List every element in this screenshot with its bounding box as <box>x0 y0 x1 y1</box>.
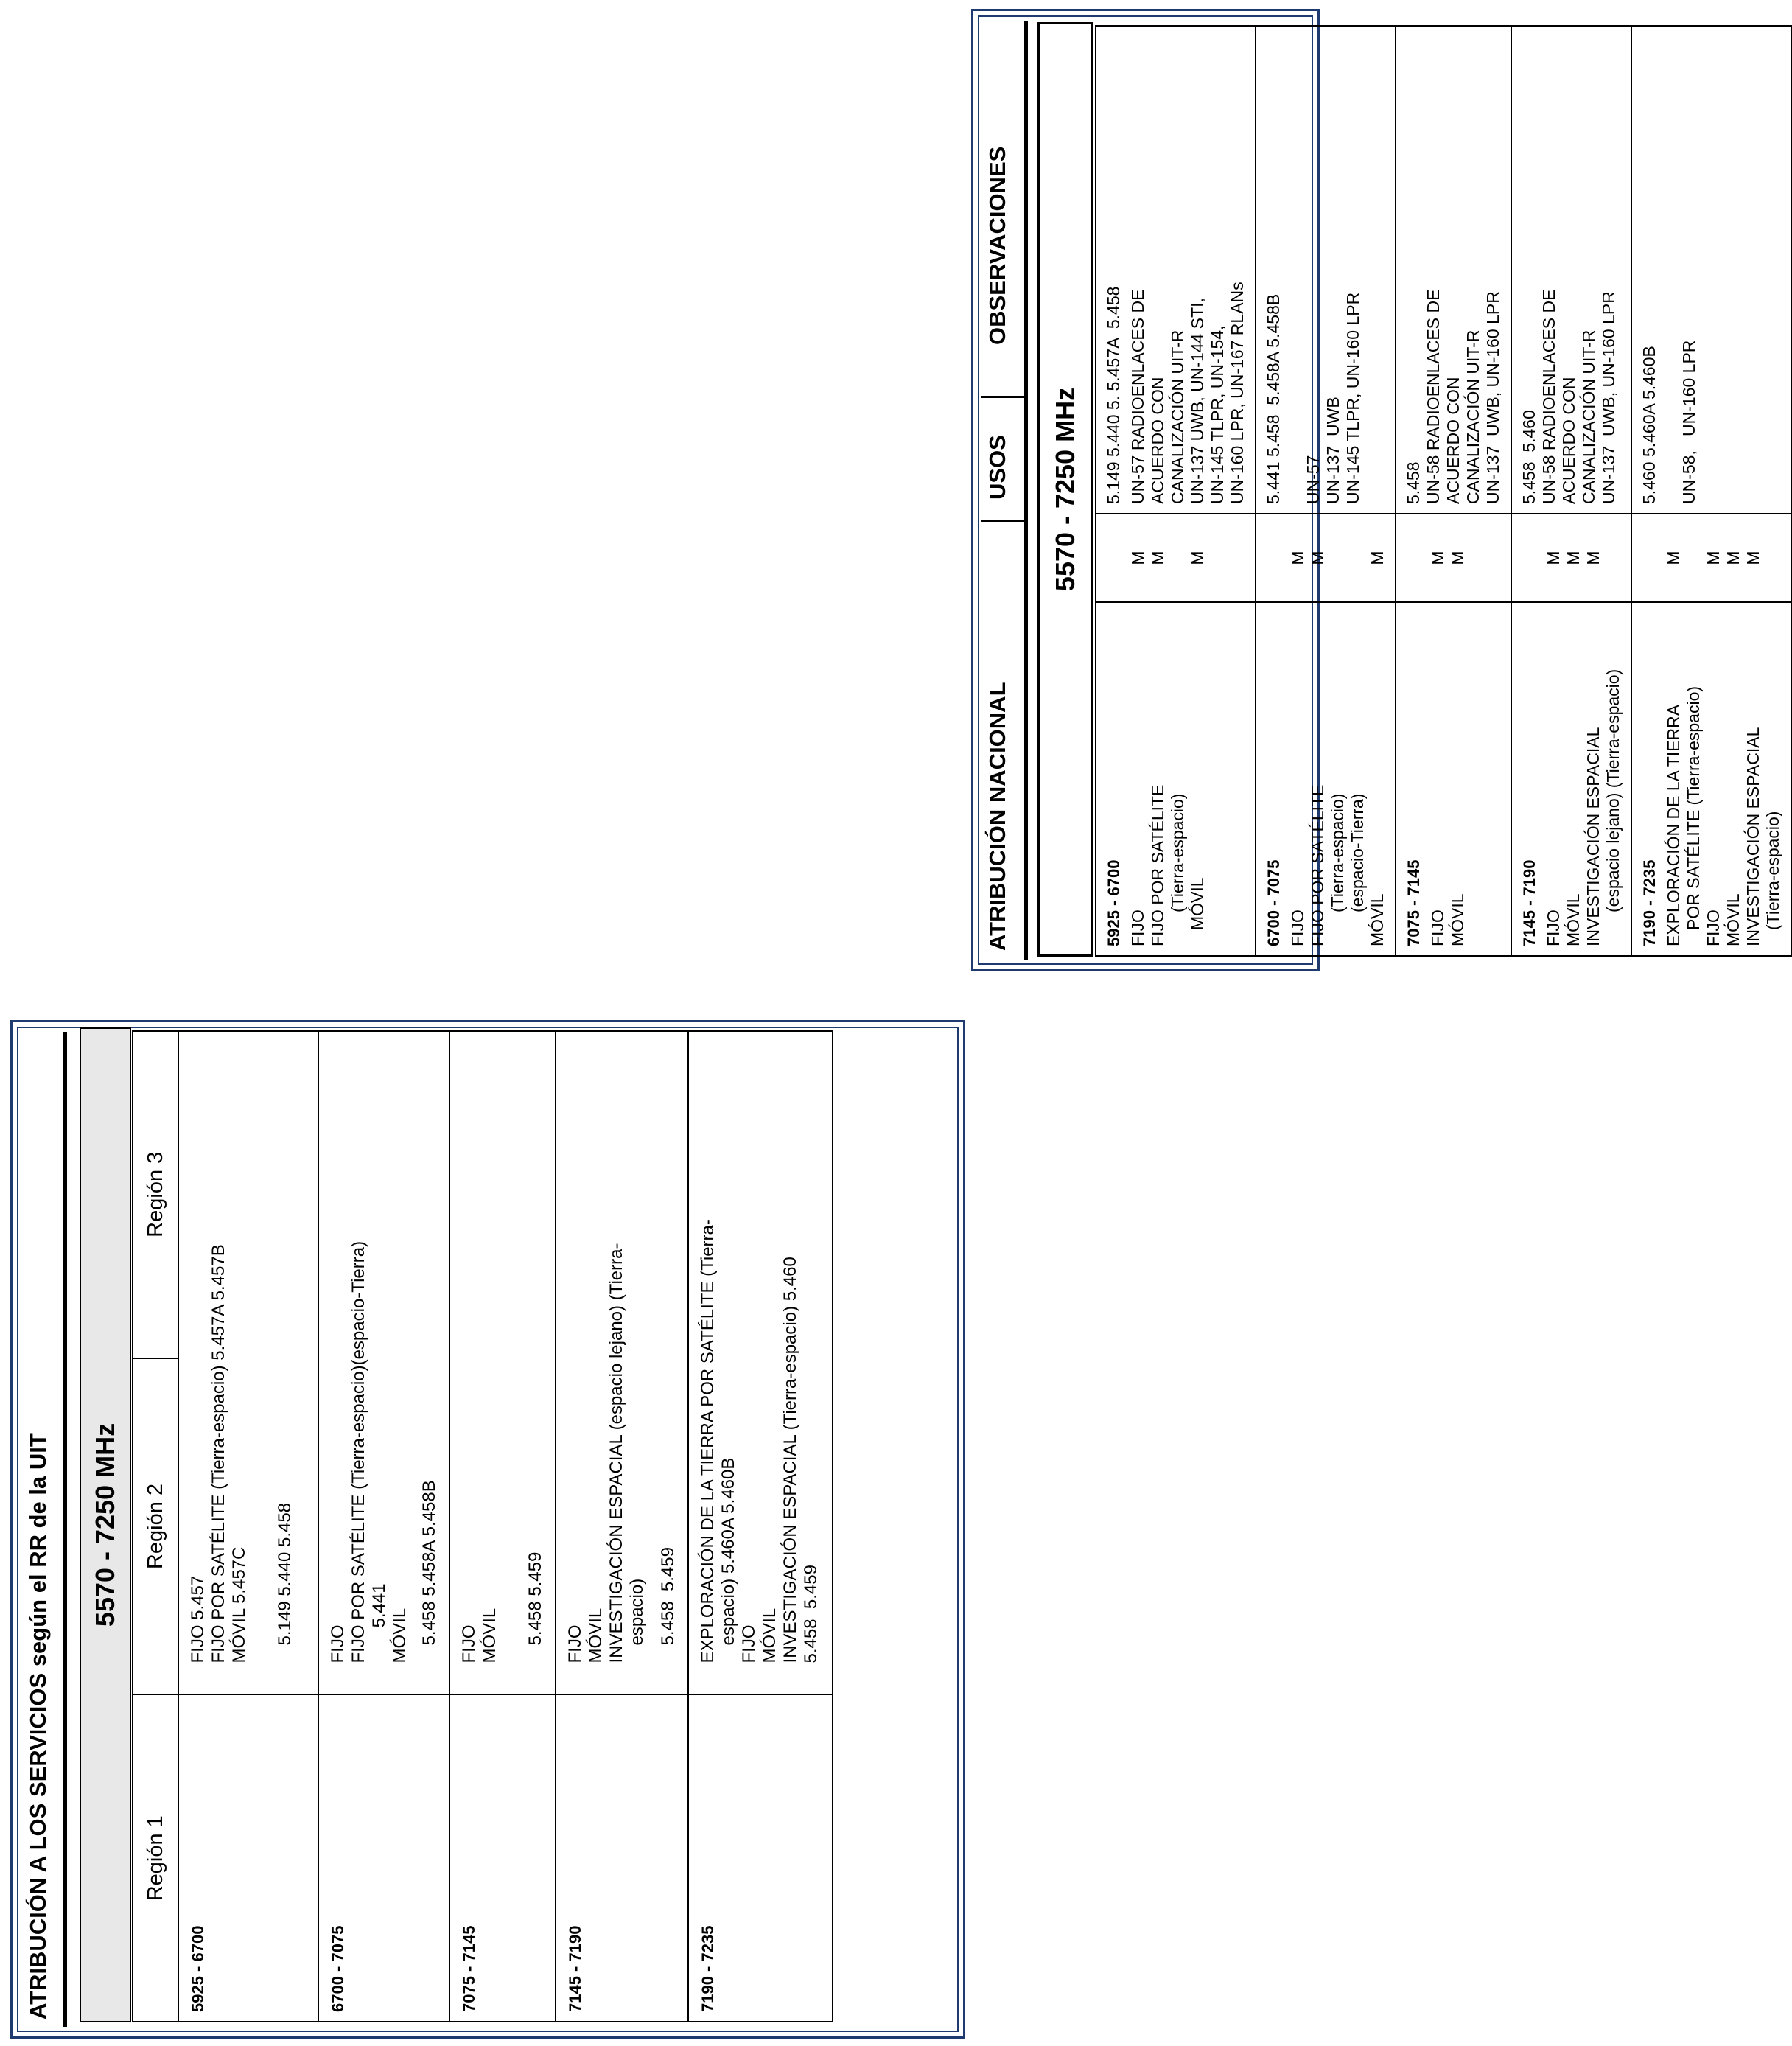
uses-header: USOS <box>984 435 1010 500</box>
uses-cell <box>1631 514 1791 602</box>
observations-cell <box>1096 26 1256 514</box>
uit-row-range: 7145 - 7190 <box>566 1925 584 2012</box>
service-line: MÓVIL 5.457C <box>229 1546 249 1663</box>
service-line: MÓVIL <box>1448 893 1467 946</box>
service-line: espacio) 5.460A 5.460B <box>718 1457 738 1646</box>
use-code: M <box>1188 551 1207 565</box>
national-row-range: 7145 - 7190 <box>1520 859 1539 946</box>
footnotes: 5.458 5.459 <box>658 1547 678 1646</box>
service-line: MÓVIL <box>1188 877 1207 930</box>
observation-line: UN-137 UWB <box>1323 397 1343 504</box>
uit-title: ATRIBUCIÓN A LOS SERVICIOS según el RR de la UIT <box>25 1433 51 2019</box>
use-code <box>1168 523 1188 593</box>
service-line: (Tierra-espacio) <box>1763 811 1782 930</box>
use-code: M <box>1583 551 1603 565</box>
use-code: M <box>1148 551 1167 565</box>
service-line: MÓVIL <box>1564 893 1583 946</box>
national-services-cell <box>1511 602 1631 956</box>
service-line: FIJO POR SATÉLITE (Tierra-espacio)(espacio-Tierra) <box>349 1240 368 1663</box>
service-line: FIJO 5.457 <box>188 1575 208 1663</box>
national-allocation-table <box>1095 25 1792 957</box>
service-line: (Tierra-espacio) <box>1328 793 1347 912</box>
uit-row-range: 7190 - 7235 <box>699 1925 717 2012</box>
footnotes: 5.458 5.459 <box>525 1551 545 1646</box>
service-line: EXPLORACIÓN DE LA TIERRA POR SATÉLITE (Tierra- <box>698 1219 718 1663</box>
national-row-range: 6700 - 7075 <box>1264 859 1283 946</box>
uses-cell <box>1096 514 1256 602</box>
uit-row-range-cell <box>178 1694 318 2022</box>
footnotes: 5.458 5.458A 5.458B <box>419 1480 439 1646</box>
service-line: FIJO POR SATÉLITE <box>1148 784 1167 946</box>
uses-cell <box>1256 514 1396 602</box>
uit-row <box>178 1031 318 2022</box>
service-line: INVESTIGACIÓN ESPACIAL <box>1743 727 1763 946</box>
title-rule <box>1024 21 1028 960</box>
uit-row-services <box>318 1031 449 1694</box>
observation-line: UN-58 RADIOENLACES DE <box>1539 289 1558 504</box>
use-code: M <box>1664 551 1683 565</box>
service-line: MÓVIL <box>586 1607 606 1663</box>
observation-line: CANALIZACIÓN UIT-R <box>1168 329 1187 504</box>
service-line: FIJO POR SATÉLITE <box>1308 784 1327 946</box>
header-divider <box>981 520 1024 522</box>
uit-row-services <box>178 1031 318 1694</box>
use-code: M <box>1704 551 1723 565</box>
uit-row-range-cell <box>688 1694 833 2022</box>
use-code: M <box>1743 551 1763 565</box>
uit-row <box>449 1031 556 2022</box>
service-line: FIJO <box>1288 909 1307 946</box>
observation-line: UN-58 RADIOENLACES DE <box>1424 289 1443 504</box>
uit-allocation-table <box>132 1030 833 2022</box>
observation-line <box>1659 35 1679 504</box>
national-allocation-panel <box>971 9 1782 971</box>
national-services-cell <box>1631 602 1791 956</box>
use-code: M <box>1308 551 1327 565</box>
service-line: FIJO POR SATÉLITE (Tierra-espacio) 5.457A 5.457B <box>209 1244 228 1663</box>
service-line: 5.441 <box>369 1583 389 1628</box>
service-line: FIJO <box>565 1624 585 1663</box>
header-divider <box>981 396 1024 398</box>
national-services-cell <box>1396 602 1511 956</box>
use-code <box>1328 523 1348 593</box>
service-line: MÓVIL <box>480 1607 500 1663</box>
service-line: POR SATÉLITE (Tierra-espacio) <box>1684 685 1703 930</box>
service-line: FIJO <box>1128 909 1147 946</box>
service-line: (espacio-Tierra) <box>1348 793 1367 912</box>
uses-cell <box>1511 514 1631 602</box>
observation-line: UN-137 UWB, UN-160 LPR <box>1483 291 1502 504</box>
national-row-range: 5925 - 6700 <box>1105 859 1123 946</box>
service-line: espacio) <box>627 1578 647 1646</box>
service-line: MÓVIL <box>1368 893 1387 946</box>
service-line: (espacio lejano) (Tierra-espacio) <box>1603 668 1623 912</box>
use-code: M <box>1428 551 1447 565</box>
observation-line: 5.458 5.460 <box>1519 410 1539 504</box>
footnotes: 5.149 5.440 5.458 <box>275 1502 295 1646</box>
use-code: M <box>1288 551 1307 565</box>
use-code <box>1348 523 1368 593</box>
service-line: FIJO <box>739 1624 759 1663</box>
observations-cell <box>1256 26 1396 514</box>
national-attribution-header: ATRIBUCIÓN NACIONAL <box>984 682 1010 951</box>
use-code: M <box>1128 551 1147 565</box>
uit-row <box>556 1031 688 2022</box>
use-code: M <box>1544 551 1563 565</box>
service-line: INVESTIGACIÓN ESPACIAL (espacio lejano) (Tierra- <box>606 1243 626 1663</box>
observation-line: CANALIZACIÓN UIT-R <box>1463 329 1483 504</box>
observation-line: UN-57 RADIOENLACES DE <box>1128 289 1147 504</box>
use-code: M <box>1368 551 1387 565</box>
service-line: (Tierra-espacio) <box>1168 793 1187 912</box>
observation-line: UN-145 TLPR, UN-160 LPR <box>1343 292 1362 504</box>
national-row <box>1256 26 1396 956</box>
observation-line: UN-58, UN-160 LPR <box>1679 340 1698 504</box>
observation-line: 5.441 5.458 5.458A 5.458B <box>1264 293 1283 504</box>
uit-header-row <box>133 1031 178 2022</box>
title-rule <box>63 1032 67 2027</box>
national-band-heading: 5570 - 7250 MHz <box>1037 22 1093 957</box>
observation-line: UN-160 LPR, UN-167 RLANs <box>1228 282 1247 504</box>
service-line: FIJO <box>459 1624 479 1663</box>
observation-line: UN-57 <box>1303 455 1323 504</box>
uit-allocation-panel <box>10 1020 965 2039</box>
observations-cell <box>1396 26 1511 514</box>
observation-line: ACUERDO CON <box>1559 377 1578 504</box>
footnotes: 5.458 5.459 <box>801 1565 821 1663</box>
use-code: M <box>1448 551 1467 565</box>
observation-line: 5.149 5.440 5. 5.457A 5.458 <box>1104 286 1123 504</box>
uses-cell <box>1396 514 1511 602</box>
national-row <box>1096 26 1256 956</box>
region-2-header: Región 2 <box>133 1358 178 1695</box>
uit-row-range-cell <box>556 1694 688 2022</box>
national-row-range: 7190 - 7235 <box>1640 859 1659 946</box>
service-line: MÓVIL <box>390 1607 410 1663</box>
national-row <box>1631 26 1791 956</box>
observations-cell <box>1511 26 1631 514</box>
service-line: EXPLORACIÓN DE LA TIERRA <box>1664 704 1683 946</box>
uit-row <box>318 1031 449 2022</box>
region-3-header: Región 3 <box>133 1031 178 1358</box>
uit-row-range: 5925 - 6700 <box>189 1925 207 2012</box>
service-line: INVESTIGACIÓN ESPACIAL <box>1583 727 1603 946</box>
observation-line: UN-137 UWB, UN-160 LPR <box>1599 291 1618 504</box>
observations-header: OBSERVACIONES <box>984 146 1010 345</box>
observation-line: ACUERDO CON <box>1443 377 1463 504</box>
uit-row-services <box>688 1031 833 1694</box>
use-code <box>1684 523 1704 593</box>
national-row-range: 7075 - 7145 <box>1404 859 1423 946</box>
observation-line <box>1284 35 1303 504</box>
national-row <box>1511 26 1631 956</box>
uit-row-range-cell <box>318 1694 449 2022</box>
observation-line: ACUERDO CON <box>1148 377 1167 504</box>
national-row <box>1396 26 1511 956</box>
uit-band-heading: 5570 - 7250 MHz <box>80 1027 131 2022</box>
observation-line: CANALIZACIÓN UIT-R <box>1579 329 1598 504</box>
national-services-cell <box>1096 602 1256 956</box>
national-services-cell <box>1256 602 1396 956</box>
observation-line: UN-137 UWB, UN-144 STI, <box>1188 298 1207 504</box>
observation-line: 5.460 5.460A 5.460B <box>1639 346 1659 504</box>
use-code: M <box>1564 551 1583 565</box>
uit-row <box>688 1031 833 2022</box>
use-code: M <box>1723 551 1743 565</box>
service-line: MÓVIL <box>1723 893 1743 946</box>
region-1-header: Región 1 <box>133 1694 178 2022</box>
observation-line: 5.458 <box>1404 461 1423 504</box>
service-line: FIJO <box>1704 909 1723 946</box>
service-line: FIJO <box>1428 909 1447 946</box>
service-line: MÓVIL <box>760 1607 780 1663</box>
uit-row-range: 7075 - 7145 <box>460 1925 478 2012</box>
uit-row-range-cell <box>449 1694 556 2022</box>
service-line: FIJO <box>328 1624 348 1663</box>
observation-line: UN-145 TLPR, UN-154, <box>1208 325 1227 504</box>
service-line: INVESTIGACIÓN ESPACIAL (Tierra-espacio) 5.460 <box>780 1257 800 1663</box>
uit-row-range: 6700 - 7075 <box>329 1925 347 2012</box>
service-line: FIJO <box>1544 909 1563 946</box>
uit-row-services <box>449 1031 556 1694</box>
uit-row-services <box>556 1031 688 1694</box>
observations-cell <box>1631 26 1791 514</box>
